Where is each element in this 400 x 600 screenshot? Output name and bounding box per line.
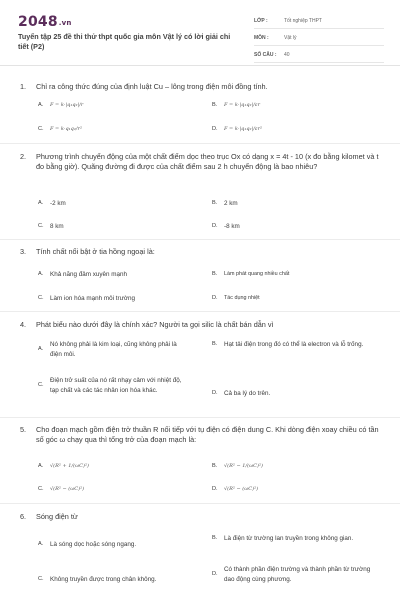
option-letter: C. <box>38 126 44 132</box>
option-letter: D. <box>212 486 218 492</box>
meta-row-class <box>254 14 384 29</box>
option-text: √(R² − (ωC)²) <box>50 486 85 492</box>
option-text: Là sóng dọc hoặc sóng ngang. <box>50 541 137 548</box>
option-text: √(R² − (ωC)²) <box>224 486 259 492</box>
question-text: Phát biểu nào dưới đây là chính xác? Người ta gọi silic là chất bán dẫn vì <box>36 320 274 329</box>
option-letter: B. <box>212 271 218 277</box>
option-text: √(R² − 1/(ωC)²) <box>224 463 263 469</box>
option-letter: D. <box>212 570 218 577</box>
site-logo[interactable] <box>18 14 72 30</box>
question-text: Chỉ ra công thức đúng của định luật Cu – lông trong điện môi đồng tính. <box>36 82 268 91</box>
question-1 <box>20 82 380 92</box>
option-b[interactable] <box>212 199 238 209</box>
question-text: Sóng điện từ <box>36 512 78 521</box>
question-divider <box>0 239 400 240</box>
option-b[interactable] <box>212 534 372 544</box>
option-text: F = k·|q₁q₂|/εr² <box>224 126 262 132</box>
option-letter: B. <box>212 463 218 469</box>
meta-value: Vật lý <box>284 35 297 41</box>
meta-label: LỚP : <box>254 18 268 24</box>
option-d[interactable] <box>212 125 262 135</box>
question-stem <box>20 425 380 445</box>
meta-value: 40 <box>284 52 290 58</box>
question-number: 4. <box>20 320 27 329</box>
option-letter: A. <box>38 541 44 547</box>
question-text: Cho đoạn mạch gồm điện trở thuần R nối tiếp với tụ điện có điện dung C. Khi dòng điện xoay chiều có tần số góc ω chạy qua thì tổng trở của đoạn mạch là: <box>36 425 379 444</box>
question-number: 1. <box>20 82 27 91</box>
option-letter: A. <box>38 271 44 277</box>
meta-label: SỐ CÂU : <box>254 52 277 58</box>
option-letter: C. <box>38 295 44 301</box>
option-a[interactable] <box>38 101 83 111</box>
question-stem <box>20 320 380 330</box>
option-letter: B. <box>212 535 218 541</box>
option-b[interactable] <box>212 462 263 472</box>
option-text: Hạt tải điện trong đó có thể là electron và lỗ trống. <box>224 341 364 348</box>
option-c[interactable] <box>38 294 135 304</box>
question-3 <box>20 247 380 257</box>
question-divider <box>0 503 400 504</box>
option-d[interactable] <box>212 485 258 495</box>
option-text: Khả năng đâm xuyên mạnh <box>50 271 128 278</box>
meta-row-subject <box>254 31 384 46</box>
option-a[interactable] <box>38 199 66 209</box>
option-letter: D. <box>212 223 218 229</box>
option-d[interactable] <box>212 294 260 304</box>
option-letter: C. <box>38 576 44 582</box>
option-d[interactable] <box>212 565 377 584</box>
option-c[interactable] <box>38 125 82 135</box>
option-a[interactable] <box>38 540 136 550</box>
option-d[interactable] <box>212 389 270 399</box>
option-text: Cả ba lý do trên. <box>224 390 271 397</box>
option-letter: A. <box>38 200 44 206</box>
option-text: -2 km <box>50 200 66 207</box>
option-c[interactable] <box>38 575 188 585</box>
option-letter: B. <box>212 341 218 347</box>
option-text: Là điện từ trường lan truyền trong không gian. <box>224 535 354 542</box>
header-divider <box>0 65 400 66</box>
option-text: F = k·q₁q₂/r² <box>50 126 82 132</box>
page-header <box>0 0 400 62</box>
option-text: √(R² + 1/(ωC)²) <box>50 463 89 469</box>
option-text: Nó không phải là kim loại, cũng không phải là điện môi. <box>50 341 177 358</box>
option-letter: C. <box>38 223 44 229</box>
exam-meta <box>254 14 384 65</box>
logo-text: 2048 <box>18 14 58 30</box>
option-text: Làm phát quang nhiều chất <box>224 271 290 277</box>
question-2 <box>20 152 380 172</box>
option-text: F = k·|q₁q₂|/r <box>50 102 84 108</box>
option-text: Có thành phần điện trường và thành phần từ trường dao động cùng phương. <box>224 566 371 583</box>
meta-label: MÔN : <box>254 35 269 41</box>
option-c[interactable] <box>38 222 64 232</box>
question-divider <box>0 143 400 144</box>
option-letter: C. <box>38 381 44 388</box>
option-letter: B. <box>212 102 218 108</box>
question-text: Phương trình chuyển động của một chất điểm dọc theo trục Ox có dạng x = 4t - 10 (x đo bằng kilomet và t đo bằng giờ). Quãng đường đi được của chất điểm sau 2 h chuyển động là bao nhiêu? <box>36 152 379 171</box>
option-letter: A. <box>38 463 44 469</box>
question-text: Tính chất nổi bật ở tia hồng ngoại là: <box>36 247 155 256</box>
option-text: 2 km <box>224 200 238 207</box>
option-letter: D. <box>212 126 218 132</box>
option-a[interactable] <box>38 462 89 472</box>
option-text: -8 km <box>224 223 240 230</box>
meta-row-count <box>254 48 384 63</box>
option-letter: C. <box>38 486 44 492</box>
option-text: Làm ion hóa mạnh môi trường <box>50 295 135 302</box>
question-6 <box>20 512 380 522</box>
option-text: F = k·|q₁q₂|/εr <box>224 102 260 108</box>
option-c[interactable] <box>38 485 84 495</box>
option-a[interactable] <box>38 340 188 359</box>
option-letter: B. <box>212 200 218 206</box>
option-d[interactable] <box>212 222 240 232</box>
option-text: Tác dụng nhiệt <box>224 295 260 301</box>
option-text: Điện trở suất của nó rất nhạy cảm với nhiệt độ, tạp chất và các tác nhân ion hóa khác. <box>50 377 182 394</box>
question-5 <box>20 425 380 445</box>
document-title: Tuyển tập 25 đề thi thử thpt quốc gia môn Vật lý có lời giải chi tiết (P2) <box>18 32 231 51</box>
question-divider <box>0 311 400 312</box>
question-4 <box>20 320 380 330</box>
question-number: 2. <box>20 152 27 161</box>
option-a[interactable] <box>38 270 127 280</box>
option-letter: A. <box>38 102 44 108</box>
option-b[interactable] <box>212 270 289 280</box>
question-stem <box>20 82 380 92</box>
question-stem <box>20 512 380 522</box>
question-number: 5. <box>20 425 27 434</box>
option-b[interactable] <box>212 340 377 350</box>
option-c[interactable] <box>38 376 188 395</box>
question-stem <box>20 247 380 257</box>
question-divider <box>0 417 400 418</box>
option-b[interactable] <box>212 101 260 111</box>
meta-value: Tốt nghiệp THPT <box>284 18 322 24</box>
option-letter: D. <box>212 390 218 396</box>
logo-tld: .vn <box>58 19 72 27</box>
question-number: 3. <box>20 247 27 256</box>
option-text: Không truyền được trong chân không. <box>50 576 157 583</box>
question-stem <box>20 152 380 172</box>
option-letter: D. <box>212 295 218 301</box>
option-letter: A. <box>38 345 44 352</box>
option-text: 8 km <box>50 223 64 230</box>
question-number: 6. <box>20 512 27 521</box>
